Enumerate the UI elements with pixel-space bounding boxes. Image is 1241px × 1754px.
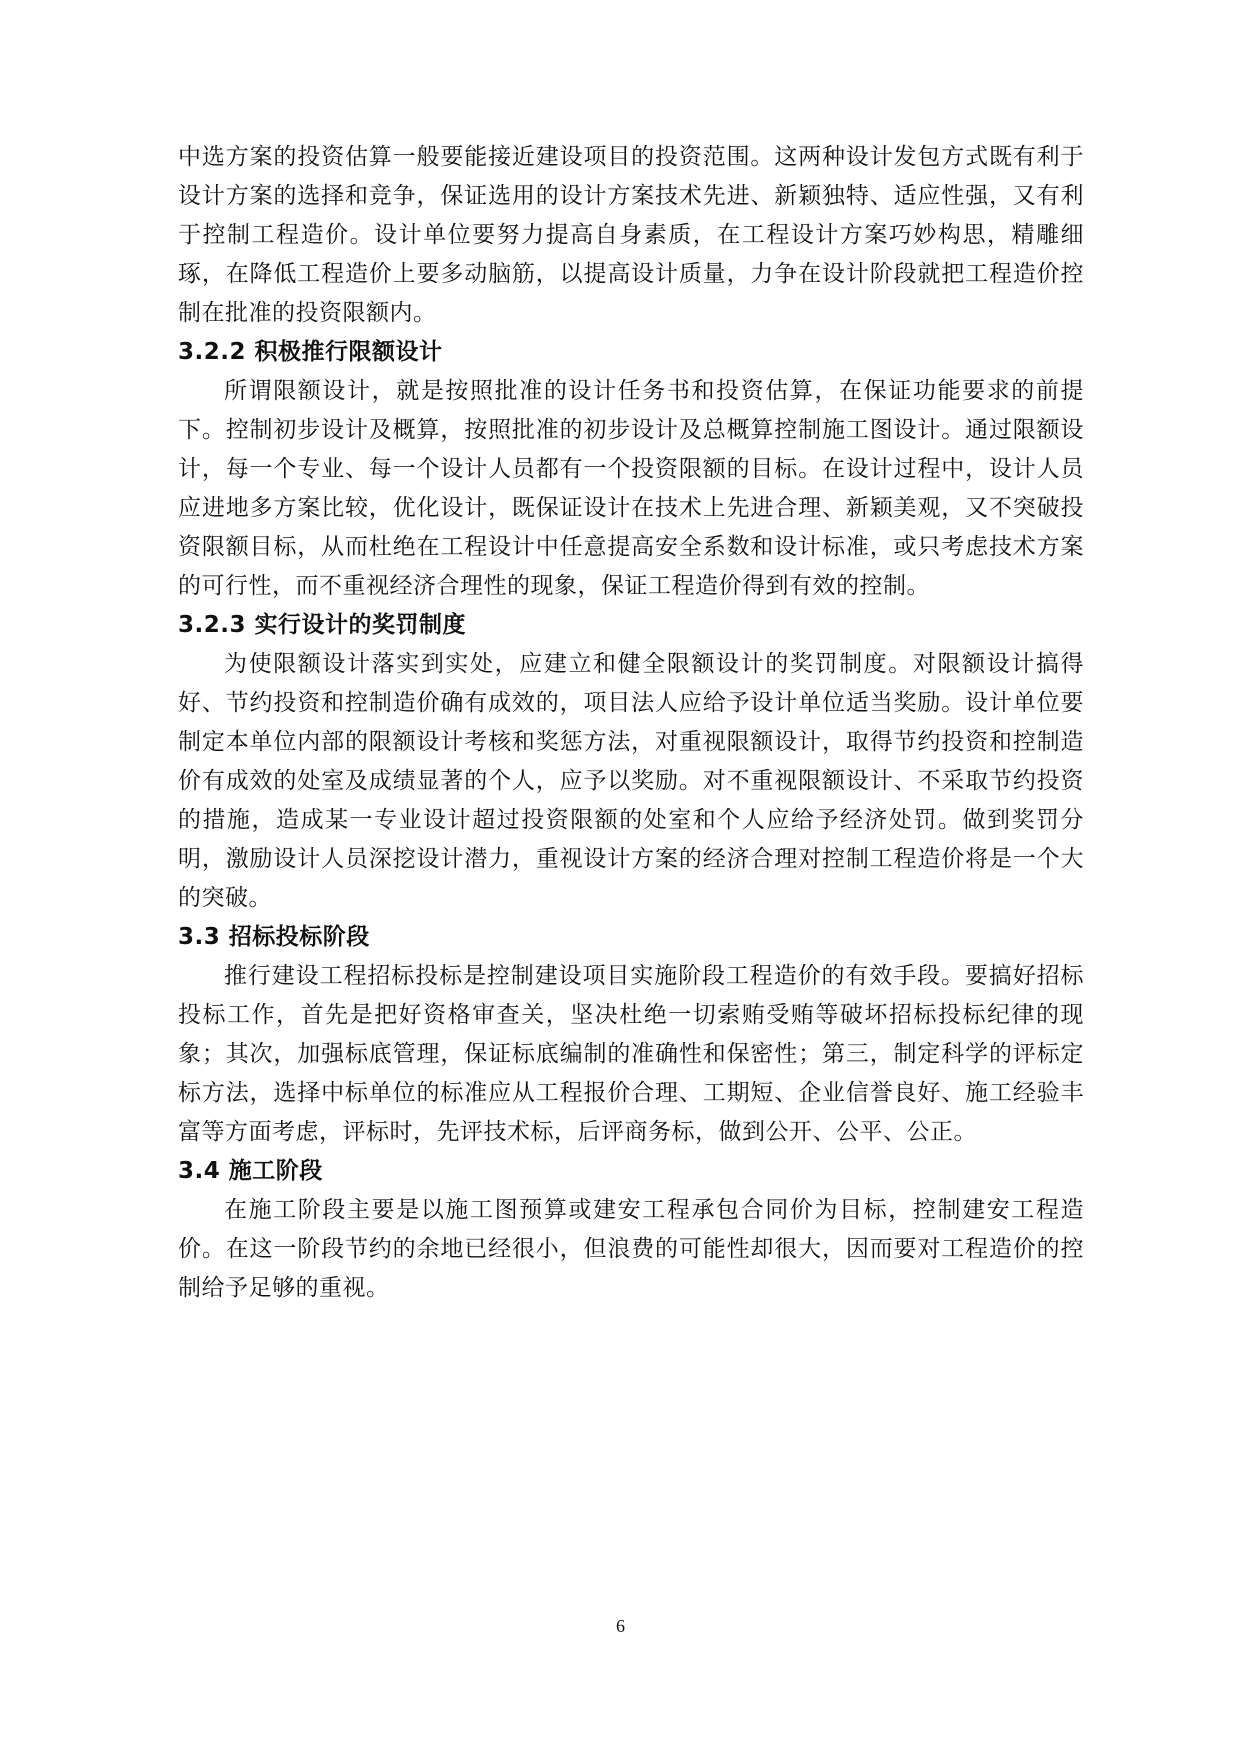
page-body: [178, 138, 1084, 1308]
section-heading-3-2-3: 3.2.3 实行设计的奖罚制度: [178, 612, 466, 638]
paragraph-bidding: 推行建设工程招标投标是控制建设项目实施阶段工程造价的有效手段。要搞好招标投标工作，首先是把好资格审查关，坚决杜绝一切索贿受贿等破坏招标投标纪律的现象；其次，加强标底管理，保证标底编制的准确性和保密性；第三，制定科学的评标定标方法，选择中标单位的标准应从工程报价合理、工期短、企业信誉良好、施工经验丰富等方面考虑，评标时，先评技术标，后评商务标，做到公开、公平、公正。: [178, 963, 1084, 1145]
section-heading-3-4: 3.4 施工阶段: [178, 1158, 323, 1184]
section-heading-3-2-2: 3.2.2 积极推行限额设计: [178, 339, 443, 365]
paragraph-continuation: 中选方案的投资估算一般要能接近建设项目的投资范围。这两种设计发包方式既有利于设计方案的选择和竞争，保证选用的设计方案技术先进、新颖独特、适应性强，又有利于控制工程造价。设计单位要努力提高自身素质，在工程设计方案巧妙构思，精雕细琢，在降低工程造价上要多动脑筋，以提高设计质量，力争在设计阶段就把工程造价控制在批准的投资限额内。: [178, 144, 1084, 326]
paragraph-construction: 在施工阶段主要是以施工图预算或建安工程承包合同价为目标，控制建安工程造价。在这一阶段节约的余地已经很小，但浪费的可能性却很大，因而要对工程造价的控制给予足够的重视。: [178, 1197, 1084, 1301]
section-heading-3-3: 3.3 招标投标阶段: [178, 924, 370, 950]
paragraph-reward-penalty: 为使限额设计落实到实处，应建立和健全限额设计的奖罚制度。对限额设计搞得好、节约投资和控制造价确有成效的，项目法人应给予设计单位适当奖励。设计单位要制定本单位内部的限额设计考核和奖惩方法，对重视限额设计，取得节约投资和控制造价有成效的处室及成绩显著的个人，应予以奖励。对不重视限额设计、不采取节约投资的措施，造成某一专业设计超过投资限额的处室和个人应给予经济处罚。做到奖罚分明，激励设计人员深挖设计潜力，重视设计方案的经济合理对控制工程造价将是一个大的突破。: [178, 651, 1084, 911]
page-number: 6: [616, 1616, 625, 1636]
paragraph-limit-design: 所谓限额设计，就是按照批准的设计任务书和投资估算，在保证功能要求的前提下。控制初步设计及概算，按照批准的初步设计及总概算控制施工图设计。通过限额设计，每一个专业、每一个设计人员都有一个投资限额的目标。在设计过程中，设计人员应进地多方案比较，优化设计，既保证设计在技术上先进合理、新颖美观，又不突破投资限额目标，从而杜绝在工程设计中任意提高安全系数和设计标准，或只考虑技术方案的可行性，而不重视经济合理性的现象，保证工程造价得到有效的控制。: [178, 378, 1084, 599]
